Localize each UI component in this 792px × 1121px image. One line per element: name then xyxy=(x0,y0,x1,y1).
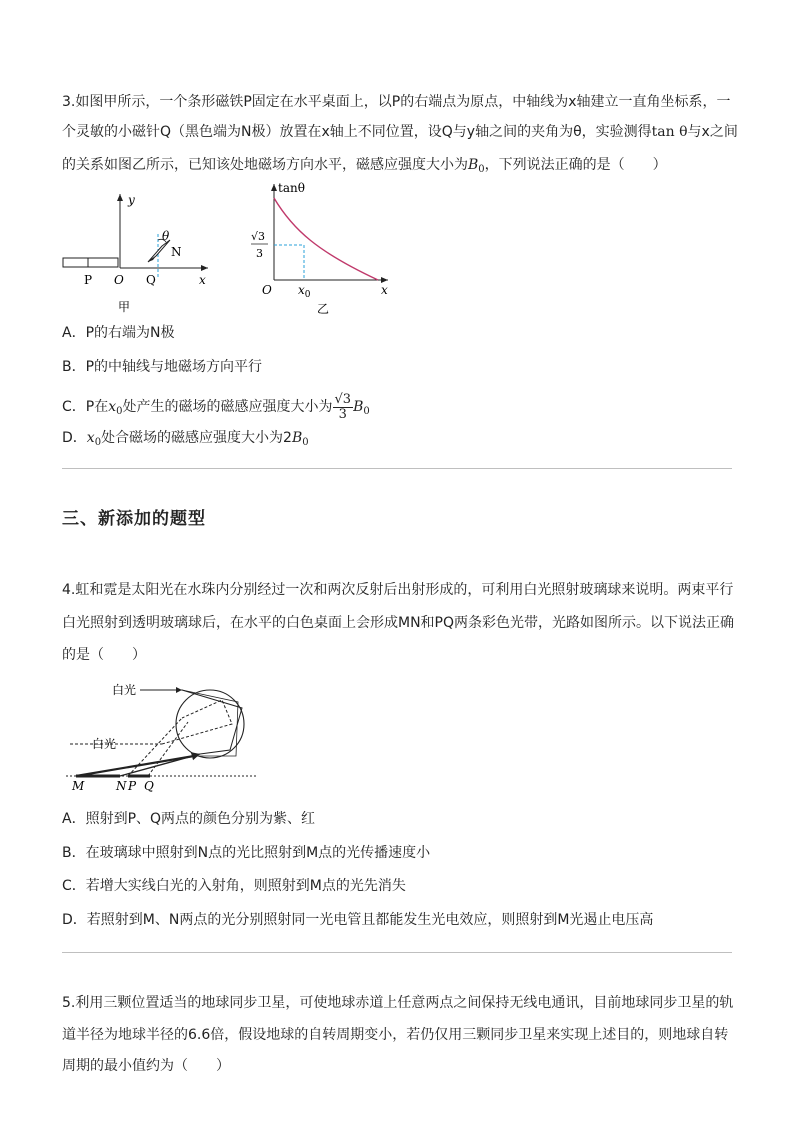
q4-line-1: 4.虹和霓是太阳光在水珠内分别经过一次和两次反射后出射形成的，可利用白光照射玻璃球来说明。两束平行 xyxy=(62,582,734,598)
q3-option-b[interactable]: B．P的中轴线与地磁场方向平行 xyxy=(62,359,263,375)
white-light-label-1: 白光 xyxy=(112,683,137,697)
d-b0 xyxy=(292,430,309,446)
q4-option-b[interactable]: B．在玻璃球中照射到N点的光比照射到M点的光传播速度小 xyxy=(62,845,431,861)
glass-ball xyxy=(176,690,244,758)
q3-option-d[interactable] xyxy=(62,428,309,453)
yi-x-label: x xyxy=(381,283,388,297)
q3-line-3a: 的关系如图乙所示，已知该处地磁场方向水平，磁感应强度大小为 xyxy=(62,157,468,173)
c-fraction xyxy=(333,393,354,422)
q5-line-1: 5.利用三颗位置适当的地球同步卫星，可使地球赤道上任意两点之间保持无线电通讯，目前地球同步卫星的轨 xyxy=(62,995,734,1011)
q3-line-2b: 与x之间 xyxy=(687,124,738,140)
q3-line-2 xyxy=(62,122,738,142)
d-x: x xyxy=(86,430,95,446)
band-mn-ray xyxy=(76,756,194,776)
needle-label: Q xyxy=(146,273,156,287)
c-b: B xyxy=(353,399,364,415)
q4-option-d[interactable]: D．若照射到M、N两点的光分别照射同一光电管且都能发生光电效应，则照射到M光遏止电压高 xyxy=(62,912,654,928)
jia-x-label: x xyxy=(199,273,206,287)
d-b-sub: 0 xyxy=(302,437,309,448)
d-b: B xyxy=(291,430,303,446)
q3-line-3 xyxy=(62,155,667,180)
point-n: N xyxy=(116,779,127,793)
ray-to-n xyxy=(120,754,200,776)
north-label: N xyxy=(171,245,182,259)
b0-symbol xyxy=(468,157,485,173)
section-title: 三、新添加的题型 xyxy=(62,509,206,529)
q5-line-3: 周期的最小值约为（ ） xyxy=(62,1058,230,1074)
jia-caption: 甲 xyxy=(118,300,131,314)
c-b0 xyxy=(353,399,370,415)
magnet-label: P xyxy=(84,273,93,287)
c-b-sub: 0 xyxy=(363,406,370,417)
b-letter: B xyxy=(468,157,479,173)
c-x-sub: 0 xyxy=(116,406,123,417)
dashed-internal-path xyxy=(162,700,232,744)
point-m: M xyxy=(72,779,85,793)
point-q: Q xyxy=(144,779,154,793)
q4-option-a[interactable]: A．照射到P、Q两点的颜色分别为紫、红 xyxy=(62,811,316,827)
q3-line-2a: 个灵敏的小磁针Q（黑色端为N极）放置在x轴上不同位置，设Q与y轴之间的夹角为θ，实验测得 xyxy=(62,124,652,140)
three-label: 3 xyxy=(256,247,263,260)
yi-caption: 乙 xyxy=(317,302,330,316)
x0-label xyxy=(298,283,311,300)
d-x0 xyxy=(87,430,101,446)
q5-line-2: 道半径为地球半径的6.6倍，假设地球的自转周期变小，若仍仅用三颗同步卫星来实现上述目的，则地球自转 xyxy=(62,1027,729,1043)
q3-option-c[interactable] xyxy=(62,392,370,427)
jia-y-label: y xyxy=(128,193,135,207)
jia-origin: O xyxy=(114,273,124,287)
figure-glass-ball xyxy=(62,672,262,796)
sqrt3-label: √3 xyxy=(251,230,266,243)
q3-line-3b: ，下列说法正确的是（ ） xyxy=(484,157,667,173)
b-sub: 0 xyxy=(478,164,485,175)
bar-magnet xyxy=(63,258,118,267)
figure-jia xyxy=(58,188,218,318)
q3-option-a[interactable]: A．P的右端为N极 xyxy=(62,325,175,341)
theta-label: θ xyxy=(162,229,170,243)
tan-curve xyxy=(274,198,378,280)
yi-y-label: tanθ xyxy=(278,181,305,195)
q4-option-c[interactable]: C．若增大实线白光的入射角，则照射到M点的光先消失 xyxy=(62,878,406,894)
d-prefix: D． xyxy=(62,430,87,446)
q4-line-2: 白光照射到透明玻璃球后，在水平的白色桌面上会形成MN和PQ两条彩色光带，光路如图所示。以下说法正确 xyxy=(62,615,735,631)
point-p: P xyxy=(128,779,137,793)
c-frac-den: 3 xyxy=(338,406,347,422)
yi-origin: O xyxy=(262,283,272,297)
figure-yi xyxy=(248,180,408,320)
x0-sub: 0 xyxy=(304,290,311,300)
dashed-ray-q xyxy=(148,722,188,776)
q3-line-1: 3.如图甲所示，一个条形磁铁P固定在水平桌面上，以P的右端点为原点，中轴线为x轴建立一直角坐标系，一 xyxy=(62,94,731,110)
white-light-label-2: 白光 xyxy=(92,737,117,751)
c-middle: 处产生的磁场的磁感应强度大小为 xyxy=(122,399,333,415)
d-middle: 处合磁场的磁感应强度大小为2 xyxy=(101,430,292,446)
q4-line-3: 的是（ ） xyxy=(62,647,146,663)
divider-1 xyxy=(62,468,732,469)
solid-internal-path-2 xyxy=(182,690,238,756)
compass-needle xyxy=(148,240,170,262)
c-x: x xyxy=(108,399,117,415)
c-prefix: C．P在 xyxy=(62,399,109,415)
d-x-sub: 0 xyxy=(94,437,102,448)
c-frac-num: √3 xyxy=(334,391,352,407)
x0-letter: x xyxy=(298,283,305,297)
divider-2 xyxy=(62,952,732,953)
c-x0 xyxy=(108,399,122,415)
tan-theta: tan θ xyxy=(651,124,688,140)
